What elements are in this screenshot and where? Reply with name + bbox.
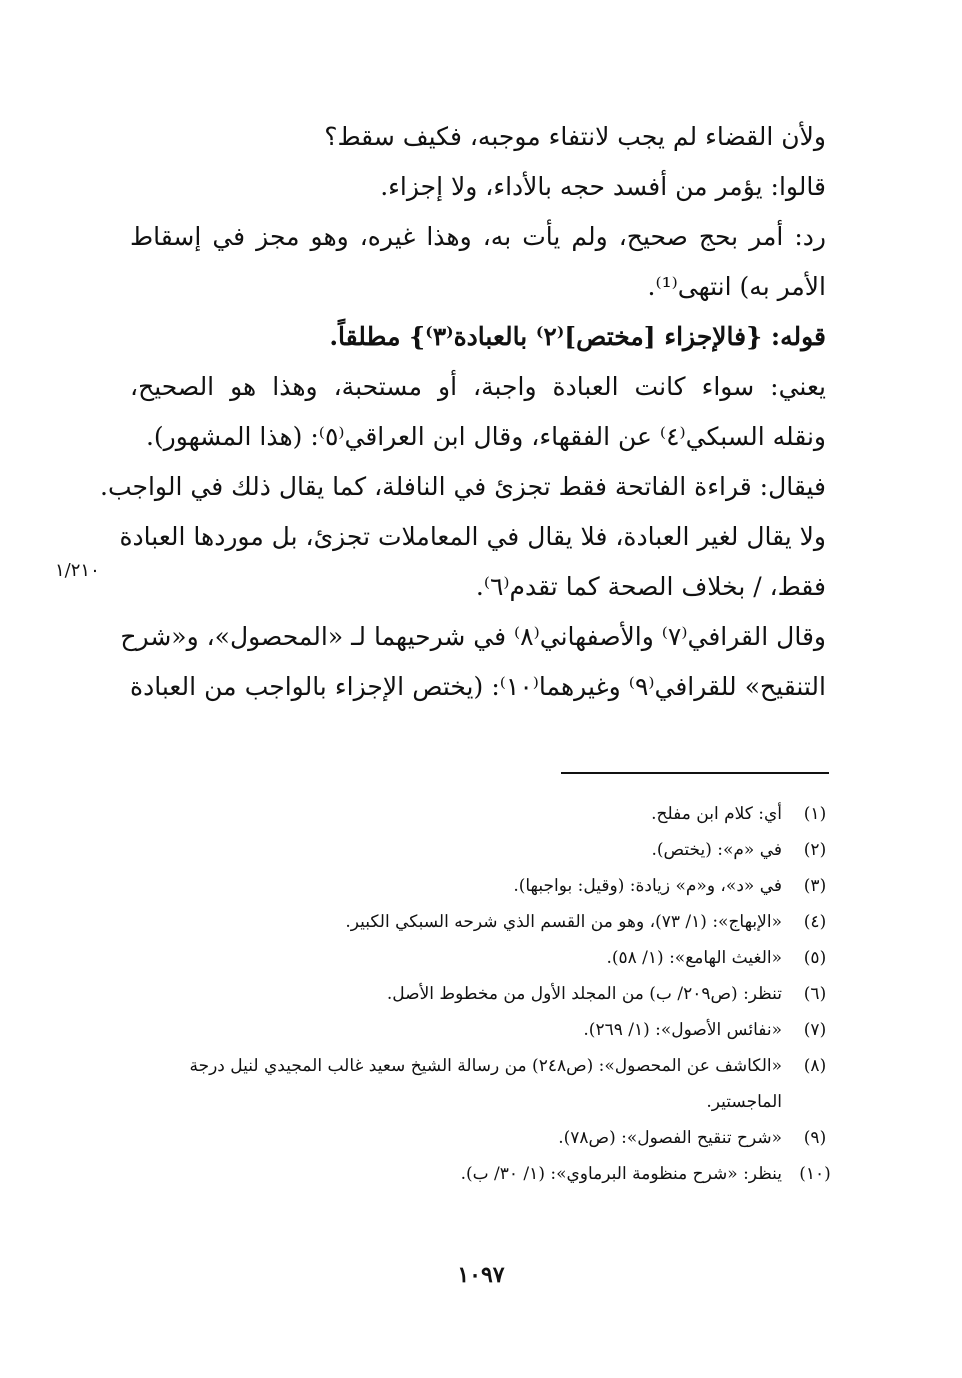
footnote-text: «شرح تنقيح الفصول»: (ص٧٨). <box>558 1128 782 1148</box>
footnote-number: (٨) <box>803 1056 827 1076</box>
footnote-number: (٥) <box>803 948 827 968</box>
footnote-number: (٤) <box>803 912 827 932</box>
text-line: وقال القرافي⁽٧⁾ والأصفهاني⁽٨⁾ في شرحيهما لـ «المحصول»، و«شرح <box>120 622 826 651</box>
footnote-text: تنظر: (ص٢٠٩/ ب) من المجلد الأول من مخطوط الأصل. <box>386 984 782 1004</box>
footnote-number: (٣) <box>803 876 827 896</box>
footnote-number: (٧) <box>803 1020 827 1040</box>
text-line: الأمر به) انتهى⁽¹⁾. <box>647 272 826 301</box>
text-line: فقط، / بخلاف الصحة كما تقدم⁽٦⁾. <box>475 572 826 601</box>
manuscript-folio-marker: ١/٢١٠ <box>55 560 100 581</box>
text-line: ونقله السبكي⁽٤⁾ عن الفقهاء، وقال ابن العراقي⁽٥⁾: (هذا المشهور). <box>145 422 826 451</box>
footnote-divider <box>561 772 829 774</box>
footnote-number: (٢) <box>803 840 827 860</box>
footnote-text: في «م»: (يختص). <box>651 840 782 860</box>
footnote-text: في «د»، و«م» زيادة: (وقيل: بواجبها). <box>513 876 782 896</box>
footnote-number: (١) <box>803 804 827 824</box>
text-line: ولأن القضاء لم يجب لانتفاء موجبه، فكيف سقط؟ <box>324 122 826 151</box>
footnote-text: «الغيث الهامع»: (١/ ٥٨). <box>606 948 782 968</box>
text-line: يعني: سواء كانت العبادة واجبة، أو مستحبة، وهذا هو الصحيح، <box>130 372 826 401</box>
footnote-text: «الكاشف عن المحصول»: (ص٢٤٨) من رسالة الشيخ سعيد غالب المجيدي لنيل درجة <box>189 1056 782 1076</box>
footnote-text: «نفائس الأصول»: (١/ ٢٦٩). <box>583 1020 782 1040</box>
footnote-number: (١٠) <box>799 1164 831 1184</box>
text-line: التنقيح» للقرافي⁽٩⁾ وغيرهما⁽١٠⁾: (يختص الإجزاء بالواجب من العبادة <box>130 672 826 701</box>
page-number: ١٠٩٧ <box>457 1262 505 1288</box>
footnote-number: (٦) <box>803 984 827 1004</box>
text-line: قالوا: يؤمر من أفسد حجه بالأداء، ولا إجزاء. <box>380 172 826 201</box>
footnote-text: «الإبهاج»: (١/ ٧٣)، وهو من القسم الذي شرحه السبكي الكبير. <box>345 912 782 932</box>
footnote-continuation: الماجستير. <box>706 1092 782 1112</box>
footnote-text: أي: كلام ابن مفلح. <box>651 804 782 824</box>
text-line: قوله: {فالإجزاء [مختص]⁽٢⁾ بالعبادة⁽٣⁾} مطلقاً. <box>329 322 826 351</box>
text-line: ولا يقال لغير العبادة، فلا يقال في المعاملات تجزئ، بل موردها العبادة <box>119 522 826 551</box>
footnote-text: ينظر: «شرح منظومة البرماوي»: (١/ ٣٠/ ب). <box>460 1164 782 1184</box>
footnote-number: (٩) <box>803 1128 827 1148</box>
text-line: رد: أمر بحج صحيح، ولم يأت به، وهذا غيره، وهو مجز في إسقاط <box>130 222 826 251</box>
text-line: فيقال: قراءة الفاتحة فقط تجزئ في النافلة، كما يقال ذلك في الواجب. <box>100 472 826 501</box>
